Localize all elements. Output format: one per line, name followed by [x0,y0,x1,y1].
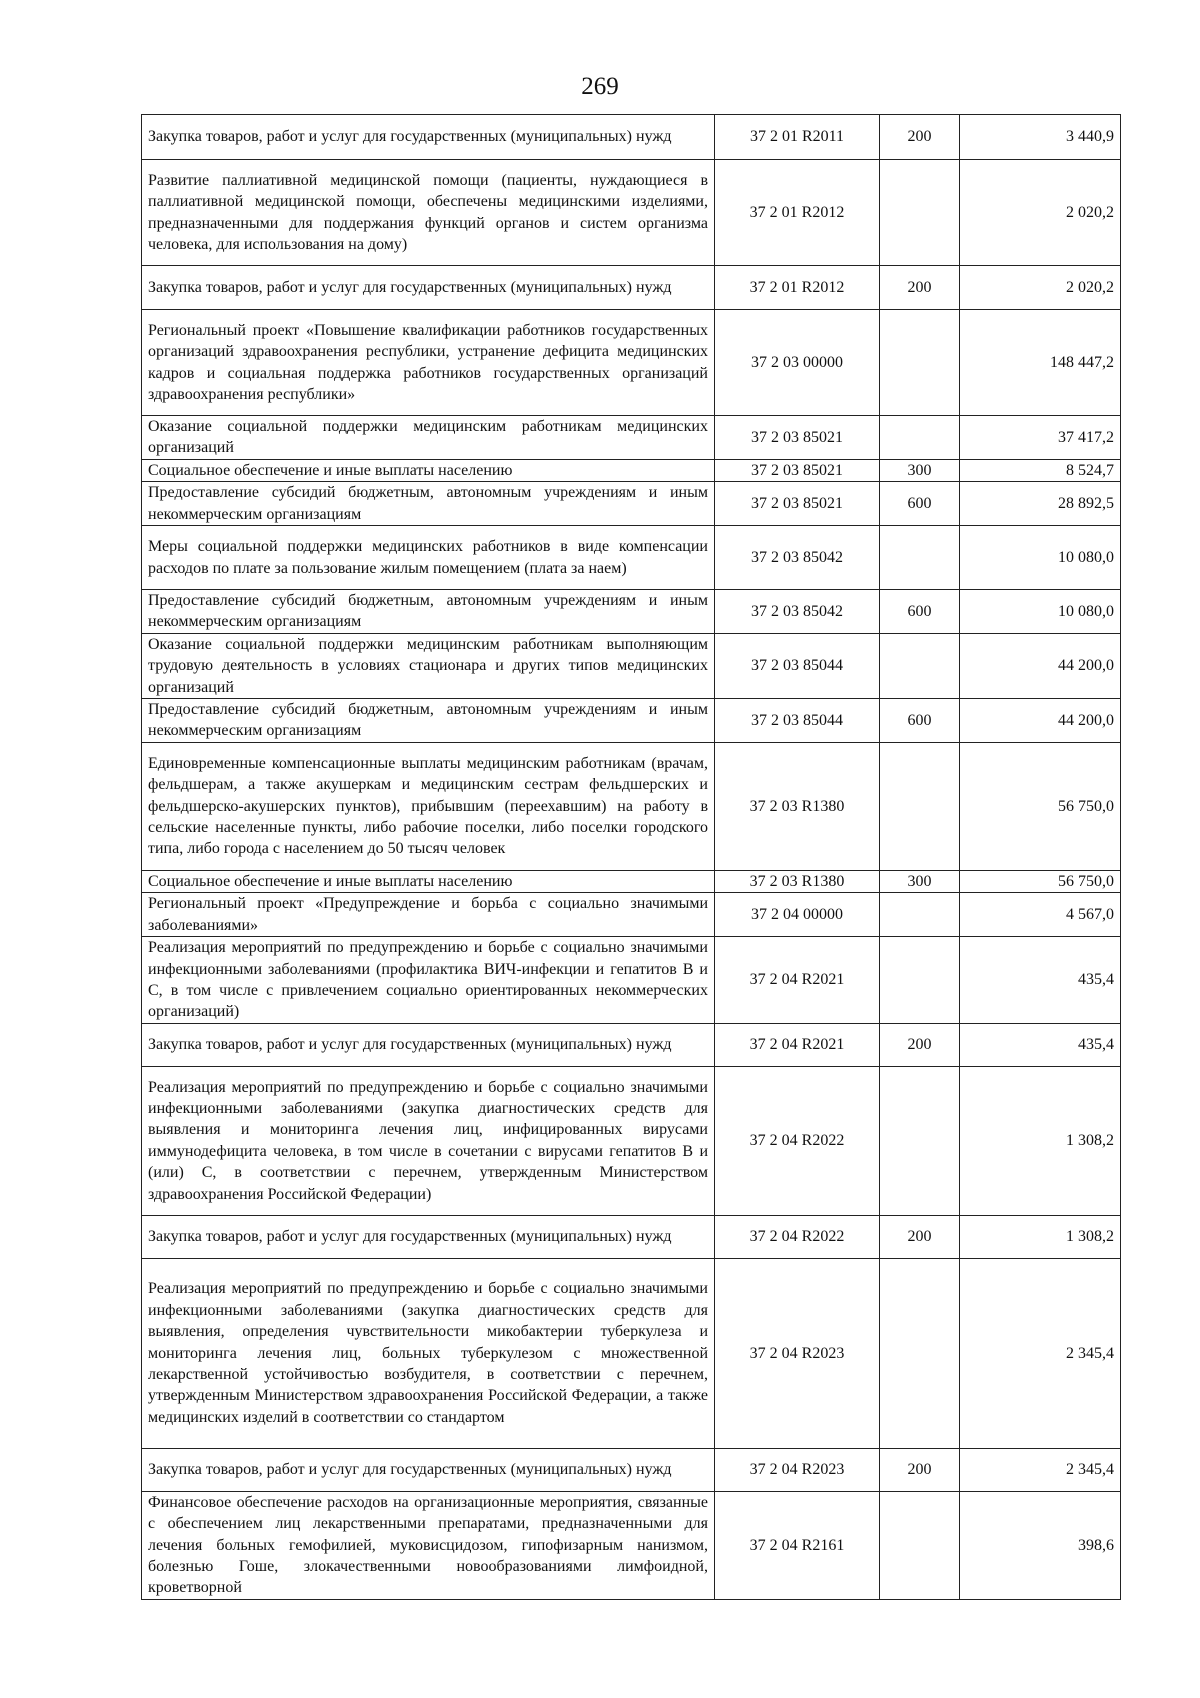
row-description: Социальное обеспечение и иные выплаты населению [142,459,715,481]
row-expense-type [880,416,960,460]
table-row [142,1491,1121,1599]
row-target-code: 37 2 03 85044 [715,699,880,743]
row-description: Предоставление субсидий бюджетным, автономным учреждениям и иным некоммерческим организациям [142,590,715,634]
row-description: Закупка товаров, работ и услуг для государственных (муниципальных) нужд [142,1023,715,1066]
row-target-code: 37 2 03 00000 [715,310,880,416]
row-description: Региональный проект «Повышение квалификации работников государственных организаций здравоохранения республики, устранение дефицита медицинских кадров и социальная поддержка работников государственных организаций здравоохранения республики» [142,310,715,416]
row-expense-type: 200 [880,1215,960,1258]
row-target-code: 37 2 01 R2012 [715,160,880,266]
row-expense-type: 200 [880,266,960,310]
row-target-code: 37 2 04 R2021 [715,1023,880,1066]
row-amount: 10 080,0 [960,526,1121,590]
row-target-code: 37 2 04 R2161 [715,1491,880,1599]
table-row [142,937,1121,1024]
row-amount: 44 200,0 [960,633,1121,698]
row-description: Социальное обеспечение и иные выплаты населению [142,870,715,892]
row-amount: 8 524,7 [960,459,1121,481]
table-row [142,893,1121,937]
row-target-code: 37 2 01 R2012 [715,266,880,310]
row-amount: 10 080,0 [960,590,1121,634]
table-row [142,1066,1121,1215]
budget-table-body [142,115,1121,1600]
row-amount: 435,4 [960,1023,1121,1066]
table-row [142,870,1121,892]
row-description: Развитие паллиативной медицинской помощи (пациенты, нуждающиеся в паллиативной медицинской помощи, обеспечены медицинскими изделиями, предназначенными для поддержания функций органов и систем организма человека, для использования на дому) [142,160,715,266]
row-target-code: 37 2 04 R2021 [715,937,880,1024]
table-row [142,1023,1121,1066]
row-target-code: 37 2 04 R2022 [715,1215,880,1258]
row-expense-type: 600 [880,699,960,743]
table-row [142,699,1121,743]
table-row [142,459,1121,481]
row-description: Оказание социальной поддержки медицинским работникам выполняющим трудовую деятельность в условиях стационара и других типов медицинских организаций [142,633,715,698]
table-row [142,115,1121,160]
row-description: Предоставление субсидий бюджетным, автономным учреждениям и иным некоммерческим организациям [142,699,715,743]
row-amount: 4 567,0 [960,893,1121,937]
budget-table [141,114,1121,1600]
row-amount: 398,6 [960,1491,1121,1599]
row-expense-type [880,633,960,698]
table-row [142,1258,1121,1448]
row-expense-type: 300 [880,459,960,481]
row-expense-type [880,160,960,266]
row-amount: 56 750,0 [960,742,1121,870]
row-expense-type [880,893,960,937]
table-row [142,742,1121,870]
row-target-code: 37 2 04 00000 [715,893,880,937]
table-row [142,1448,1121,1491]
row-description: Предоставление субсидий бюджетным, автономным учреждениям и иным некоммерческим организациям [142,482,715,526]
row-expense-type: 200 [880,115,960,160]
row-description: Реализация мероприятий по предупреждению и борьбе с социально значимыми инфекционными заболеваниями (закупка диагностических средств для выявления, определения чувствительности микобактерии туберкулеза и мониторинга лечения лиц, больных туберкулезом с множественной лекарственной устойчивостью возбудителя, в соответствии с перечнем, утвержденным Министерством здравоохранения Российской Федерации, а также медицинских изделий в соответствии со стандартом [142,1258,715,1448]
row-expense-type: 200 [880,1023,960,1066]
table-row [142,416,1121,460]
row-expense-type [880,937,960,1024]
row-amount: 44 200,0 [960,699,1121,743]
row-description: Закупка товаров, работ и услуг для государственных (муниципальных) нужд [142,1448,715,1491]
row-target-code: 37 2 03 85021 [715,416,880,460]
row-amount: 2 020,2 [960,160,1121,266]
row-target-code: 37 2 01 R2011 [715,115,880,160]
row-amount: 56 750,0 [960,870,1121,892]
row-expense-type: 600 [880,482,960,526]
row-amount: 28 892,5 [960,482,1121,526]
row-amount: 1 308,2 [960,1066,1121,1215]
row-expense-type [880,1258,960,1448]
row-expense-type [880,1491,960,1599]
table-row [142,590,1121,634]
row-target-code: 37 2 03 85042 [715,590,880,634]
row-expense-type [880,1066,960,1215]
table-row [142,160,1121,266]
row-amount: 37 417,2 [960,416,1121,460]
row-description: Единовременные компенсационные выплаты медицинским работникам (врачам, фельдшерам, а также акушеркам и медицинским сестрам фельдшерских и фельдшерско-акушерских пунктов), прибывшим (переехавшим) на работу в сельские населенные пункты, либо рабочие поселки, либо поселки городского типа, либо города с населением до 50 тысяч человек [142,742,715,870]
row-expense-type: 600 [880,590,960,634]
row-amount: 2 345,4 [960,1448,1121,1491]
row-expense-type: 300 [880,870,960,892]
row-description: Меры социальной поддержки медицинских работников в виде компенсации расходов по плате за пользование жилым помещением (плата за наем) [142,526,715,590]
row-description: Финансовое обеспечение расходов на организационные мероприятия, связанные с обеспечением лиц лекарственными препаратами, предназначенными для лечения больных гемофилией, муковисцидозом, гипофизарным нанизмом, болезнью Гоше, злокачественными новообразованиями лимфоидной, кроветворной [142,1491,715,1599]
row-target-code: 37 2 04 R2023 [715,1448,880,1491]
row-description: Оказание социальной поддержки медицинским работникам медицинских организаций [142,416,715,460]
row-target-code: 37 2 03 85021 [715,482,880,526]
row-description: Реализация мероприятий по предупреждению и борьбе с социально значимыми инфекционными заболеваниями (профилактика ВИЧ-инфекции и гепатитов B и C, в том числе с привлечением социально ориентированных некоммерческих организаций) [142,937,715,1024]
row-expense-type [880,310,960,416]
row-target-code: 37 2 03 R1380 [715,870,880,892]
row-target-code: 37 2 04 R2023 [715,1258,880,1448]
row-target-code: 37 2 03 85042 [715,526,880,590]
row-target-code: 37 2 03 85021 [715,459,880,481]
table-row [142,526,1121,590]
row-amount: 435,4 [960,937,1121,1024]
page-number: 269 [581,73,619,100]
row-expense-type [880,742,960,870]
row-description: Региональный проект «Предупреждение и борьба с социально значимыми заболеваниями» [142,893,715,937]
row-description: Закупка товаров, работ и услуг для государственных (муниципальных) нужд [142,1215,715,1258]
row-target-code: 37 2 03 85044 [715,633,880,698]
row-description: Закупка товаров, работ и услуг для государственных (муниципальных) нужд [142,115,715,160]
row-description: Закупка товаров, работ и услуг для государственных (муниципальных) нужд [142,266,715,310]
table-row [142,310,1121,416]
row-expense-type [880,526,960,590]
table-row [142,1215,1121,1258]
row-expense-type: 200 [880,1448,960,1491]
table-row [142,482,1121,526]
table-row [142,633,1121,698]
row-amount: 2 020,2 [960,266,1121,310]
row-target-code: 37 2 03 R1380 [715,742,880,870]
table-row [142,266,1121,310]
row-amount: 2 345,4 [960,1258,1121,1448]
row-amount: 148 447,2 [960,310,1121,416]
row-amount: 3 440,9 [960,115,1121,160]
row-amount: 1 308,2 [960,1215,1121,1258]
row-target-code: 37 2 04 R2022 [715,1066,880,1215]
row-description: Реализация мероприятий по предупреждению и борьбе с социально значимыми инфекционными заболеваниями (закупка диагностических средств для выявления и мониторинга лечения лиц, инфицированных вирусами иммунодефицита человека, в том числе в сочетании с вирусами гепатитов B и (или) C, в соответствии с перечнем, утвержденным Министерством здравоохранения Российской Федерации) [142,1066,715,1215]
